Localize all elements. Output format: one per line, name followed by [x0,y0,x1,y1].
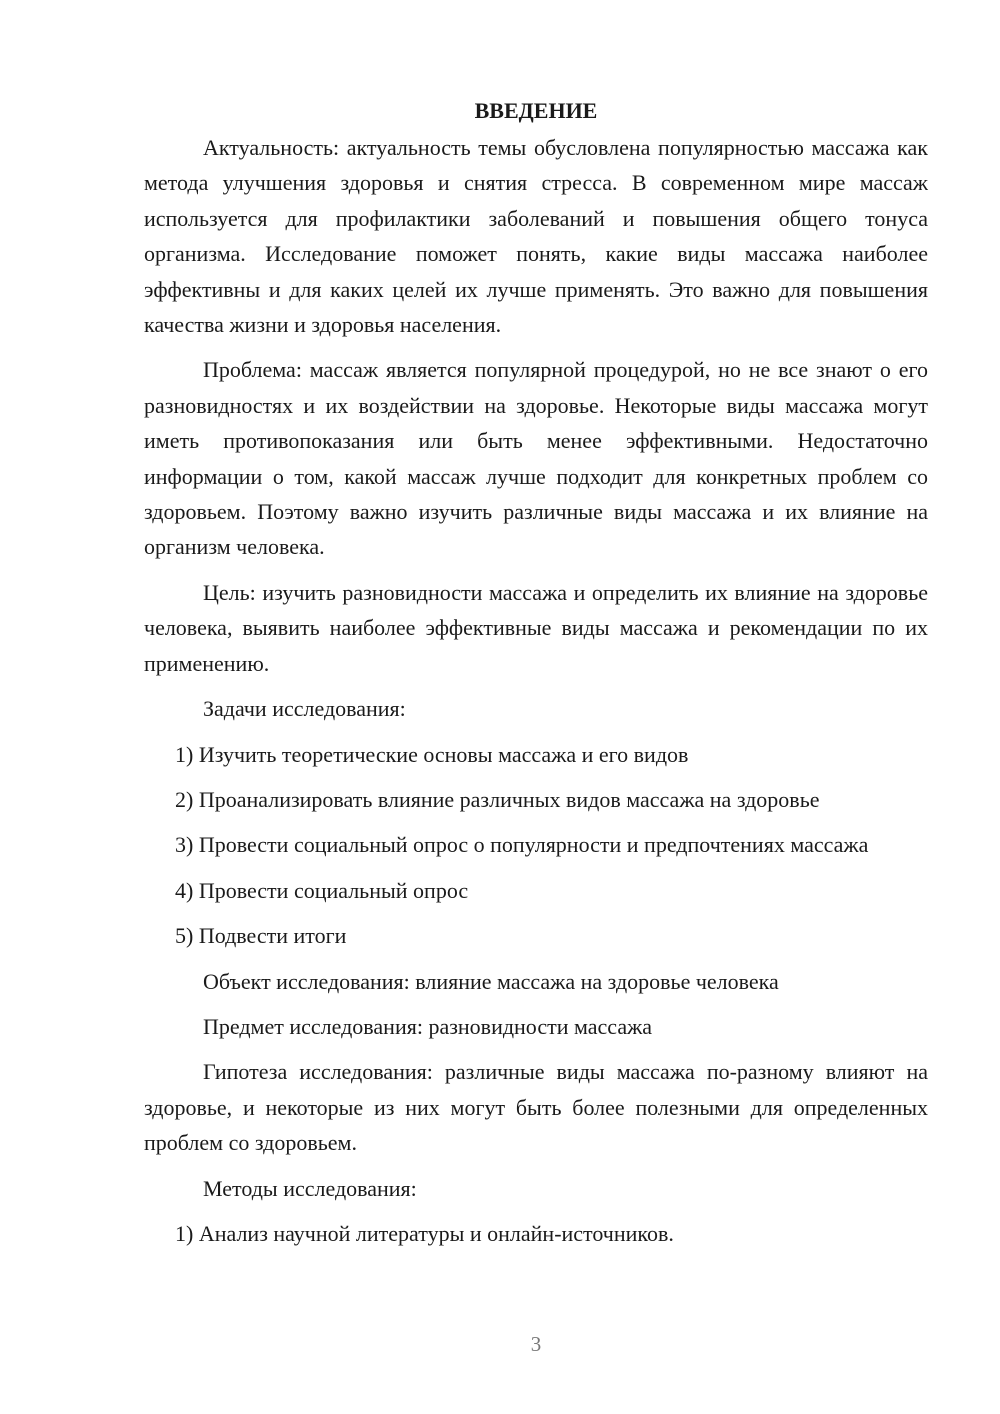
page-content [144,94,928,1251]
tasks-heading: Задачи исследования: [203,696,406,722]
task-item-3: 3) Провести социальный опрос о популярности и предпочтениях массажа [175,832,869,858]
task-item-1: 1) Изучить теоретические основы массажа и его видов [175,741,689,767]
task-item-2: 2) Проанализировать влияние различных видов массажа на здоровье [175,786,820,812]
hypothesis-paragraph: Гипотеза исследования: различные виды массажа по-разному влияют на здоровье, и некоторые из них могут быть более полезными для определенных проблем со здоровьем. [144,1059,928,1156]
methods-heading: Методы исследования: [203,1175,417,1201]
task-item-4: 4) Провести социальный опрос [175,877,469,903]
problem-paragraph: Проблема: массаж является популярной процедурой, но не все знают о его разновидностях и их воздействии на здоровье. Некоторые виды массажа могут иметь противопоказания или быть менее эффективными. Недостаточно информации о том, какой массаж лучше подходит для конкретных проблем со здоровьем. Поэтому важно изучить различные виды массажа и их влияние на организм человека. [144,357,928,560]
task-item-5: 5) Подвести итоги [175,923,347,949]
page-title: ВВЕДЕНИЕ [474,98,598,123]
page-number: 3 [530,1332,542,1356]
relevance-paragraph: Актуальность: актуальность темы обусловлена популярностью массажа как метода улучшения здоровья и снятия стресса. В современном мире массаж используется для профилактики заболеваний и повышения общего тонуса организма. Исследование поможет понять, какие виды массажа наиболее эффективны и для каких целей их лучше применять. Это важно для повышения качества жизни и здоровья населения. [144,135,928,338]
method-item-1: 1) Анализ научной литературы и онлайн-источников. [175,1220,674,1246]
object-paragraph: Объект исследования: влияние массажа на здоровье человека [203,968,779,994]
subject-paragraph: Предмет исследования: разновидности массажа [203,1013,653,1039]
goal-paragraph: Цель: изучить разновидности массажа и определить их влияние на здоровье человека, выявить наиболее эффективные виды массажа и рекомендации по их применению. [144,579,928,676]
